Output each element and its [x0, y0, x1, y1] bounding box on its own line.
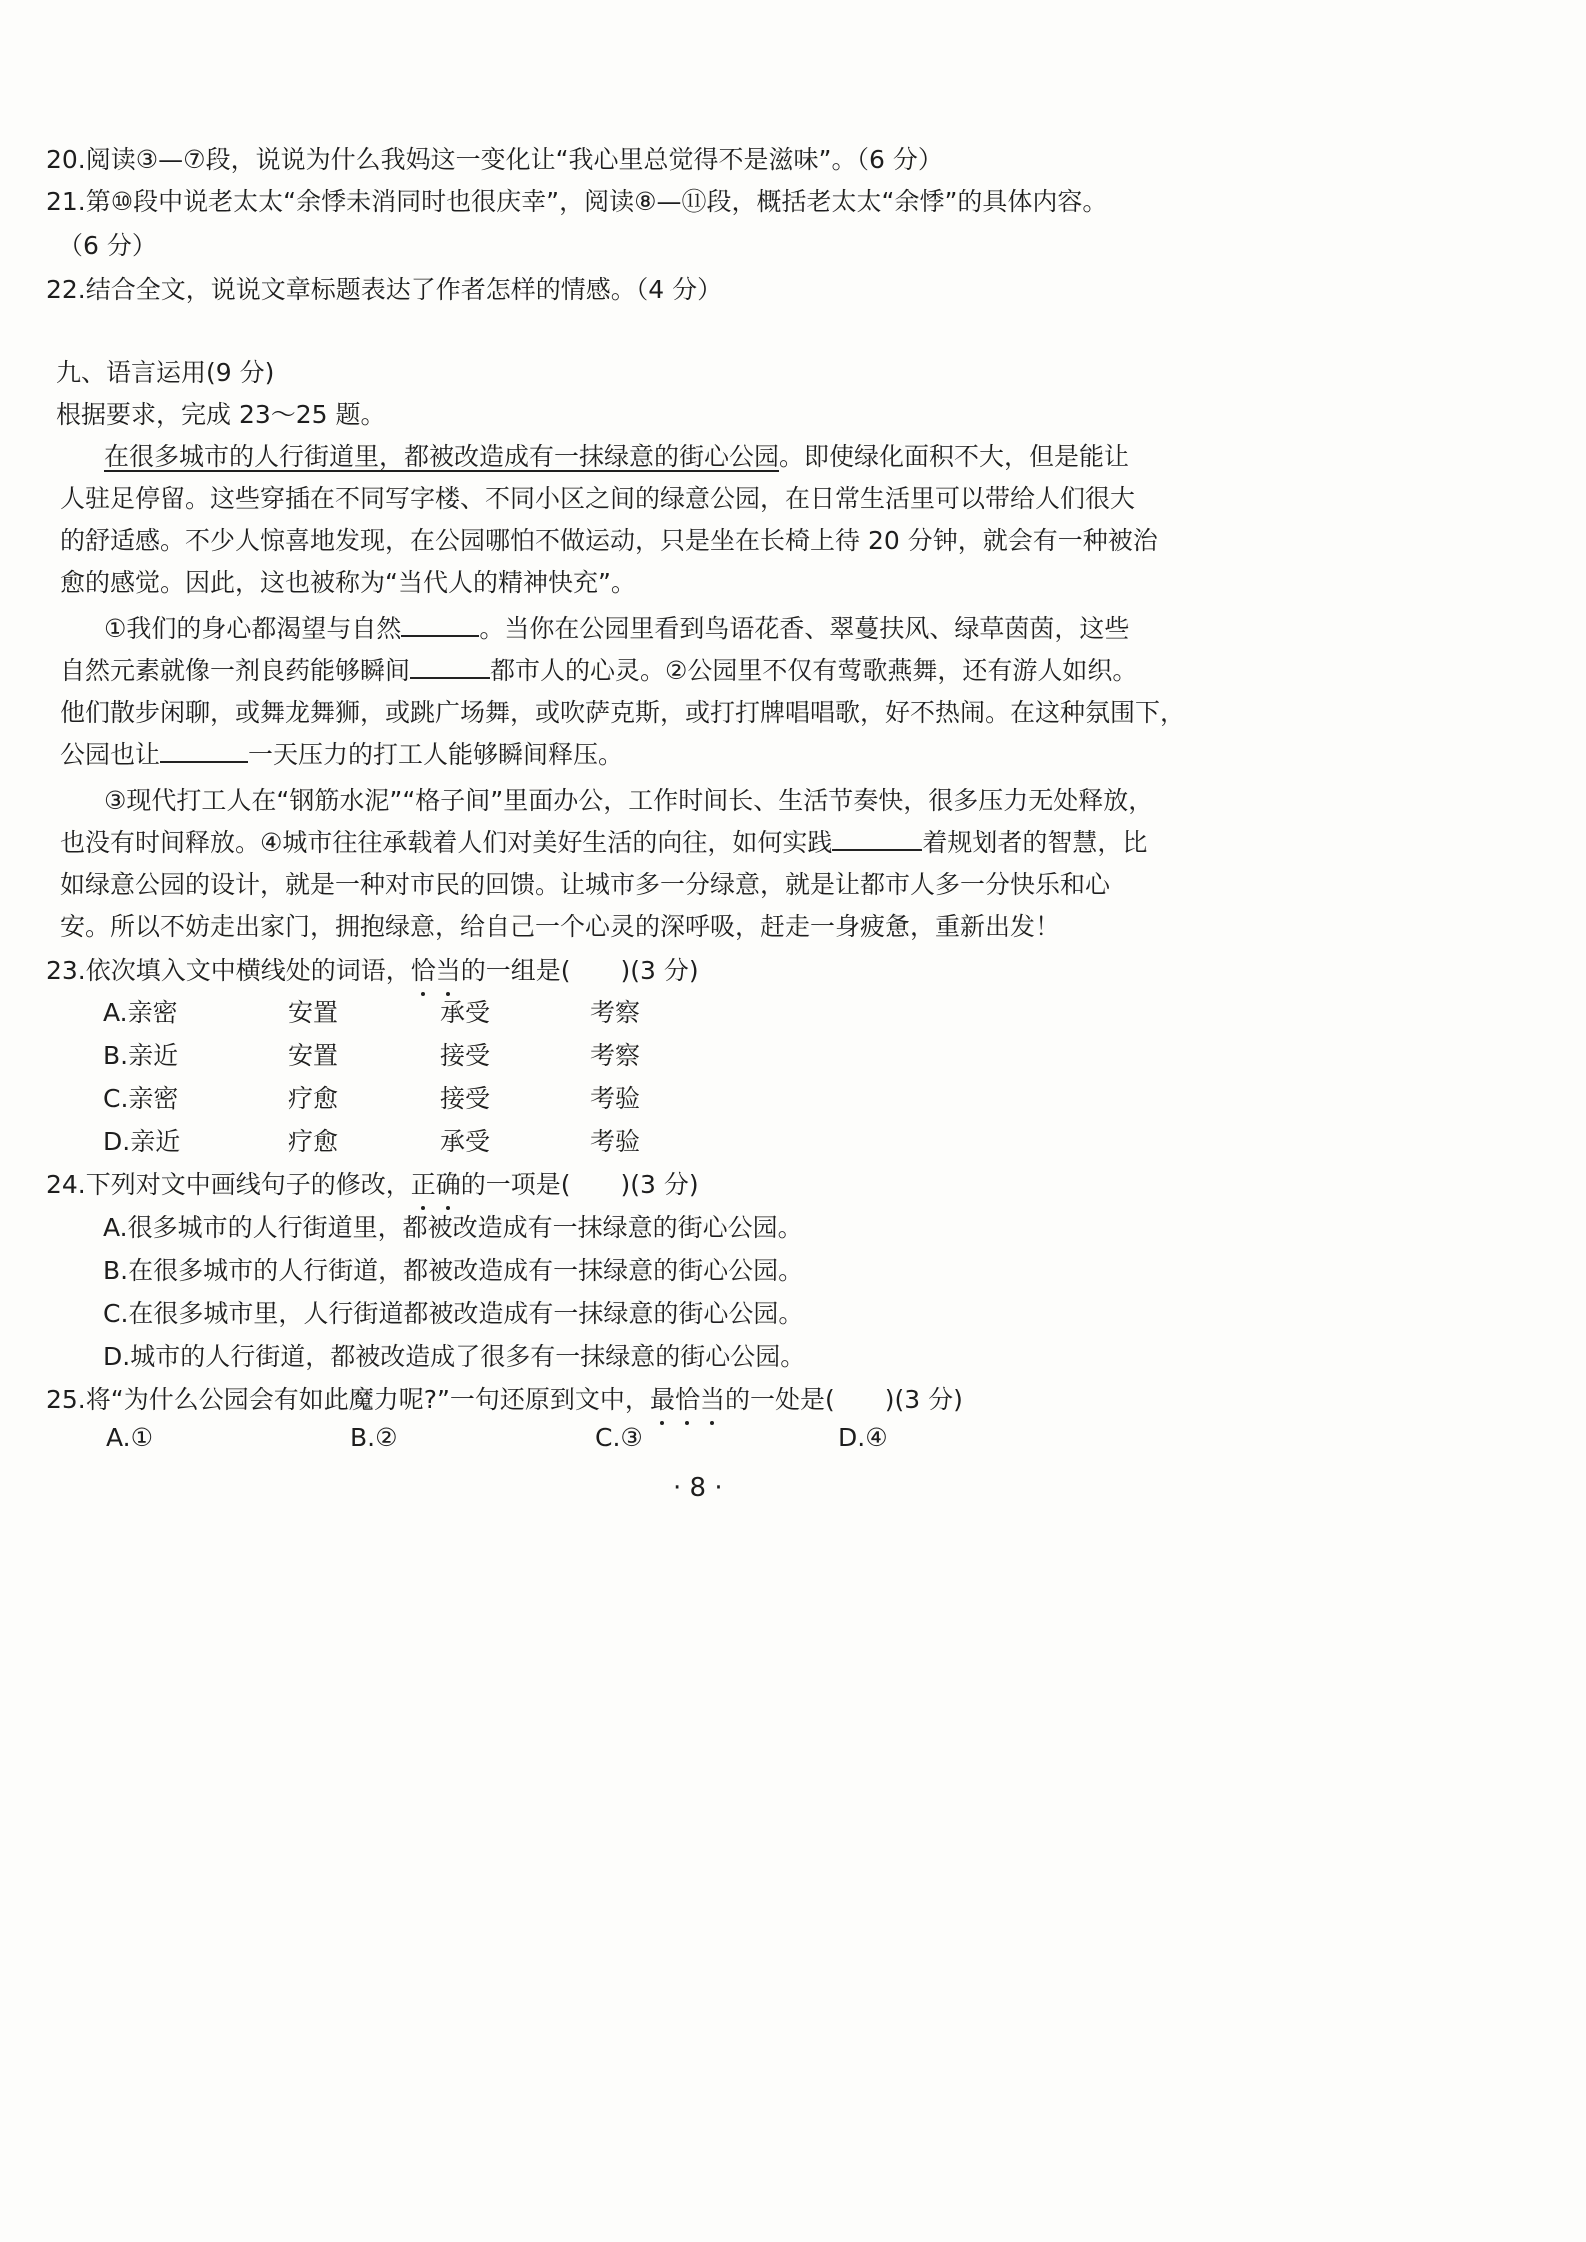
q23-d-word-2: 疗愈	[288, 1127, 339, 1156]
passage-p3-line2	[60, 823, 1147, 859]
p2-line2-a: 自然元素就像一剂良药能够瞬间	[60, 656, 411, 685]
passage-p1-line4: 愈的感觉。因此，这也被称为“当代人的精神快充”。	[60, 568, 636, 597]
q23-option-c[interactable]: C.亲密	[103, 1084, 179, 1113]
p2-line2-b: 都市人的心灵。②公园里不仅有莺歌燕舞，还有游人如织。	[490, 656, 1138, 685]
p2-line4-b: 一天压力的打工人能够瞬间释压。	[248, 740, 624, 769]
passage-p2-line4	[60, 735, 623, 771]
q25-emph-2: 恰	[675, 1380, 700, 1416]
underlined-sentence: 在很多城市的人行街道里，都被改造成有一抹绿意的街心公园	[104, 442, 780, 471]
q25-option-c[interactable]: C.③	[595, 1423, 643, 1452]
q23-a-word-4: 考察	[590, 998, 641, 1027]
q24-post: 的一项是( )(3 分)	[460, 1170, 699, 1199]
passage-p1-line1	[104, 437, 1129, 473]
question-21-line2: （6 分）	[58, 231, 157, 260]
page-number: · 8 ·	[673, 1473, 723, 1503]
blank-4	[832, 827, 922, 851]
q23-b-word-3: 接受	[440, 1041, 491, 1070]
q25-option-b[interactable]: B.②	[350, 1423, 398, 1452]
q25-option-d[interactable]: D.④	[838, 1423, 888, 1452]
q24-option-c[interactable]: C.在很多城市里，人行街道都被改造成有一抹绿意的街心公园。	[103, 1299, 804, 1328]
question-22: 22.结合全文，说说文章标题表达了作者怎样的情感。（4 分）	[46, 275, 723, 304]
q24-option-a[interactable]: A.很多城市的人行街道里，都被改造成有一抹绿意的街心公园。	[103, 1213, 803, 1242]
passage-p3-line3: 如绿意公园的设计，就是一种对市民的回馈。让城市多一分绿意，就是让都市人多一分快乐和心	[60, 870, 1111, 899]
q25-emph-3: 当	[700, 1380, 725, 1416]
q25-emph-1: 最	[650, 1380, 675, 1416]
q23-pre: 23.依次填入文中横线处的词语，	[46, 956, 411, 985]
question-25	[46, 1380, 963, 1416]
q23-d-word-3: 承受	[440, 1127, 491, 1156]
question-24	[46, 1165, 699, 1201]
q24-emph-2: 确	[436, 1165, 461, 1201]
p2-line1-a: ①我们的身心都渴望与自然	[104, 614, 402, 643]
q24-option-b[interactable]: B.在很多城市的人行街道，都被改造成有一抹绿意的街心公园。	[103, 1256, 804, 1285]
passage-p3-line4: 安。所以不妨走出家门，拥抱绿意，给自己一个心灵的深呼吸，赶走一身疲惫，重新出发！	[60, 912, 1061, 941]
q23-option-d[interactable]: D.亲近	[103, 1127, 181, 1156]
q23-c-word-3: 接受	[440, 1084, 491, 1113]
section-instruction: 根据要求，完成 23～25 题。	[56, 400, 386, 429]
passage-p1-line2: 人驻足停留。这些穿插在不同写字楼、不同小区之间的绿意公园，在日常生活里可以带给人们很大	[60, 484, 1136, 513]
p2-line1-b: 。当你在公园里看到鸟语花香、翠蔓扶风、绿草茵茵，这些	[479, 614, 1130, 643]
question-20: 20.阅读③—⑦段，说说为什么我妈这一变化让“我心里总觉得不是滋味”。（6 分）	[46, 145, 943, 174]
q23-emph-1: 恰	[411, 951, 436, 987]
passage-p2-line2	[60, 651, 1137, 687]
q23-c-word-4: 考验	[590, 1084, 641, 1113]
q23-option-a[interactable]: A.亲密	[103, 998, 178, 1027]
p1-line1-rest: 。即使绿化面积不大，但是能让	[779, 442, 1130, 471]
passage-p2-line3: 他们散步闲聊，或舞龙舞狮，或跳广场舞，或吹萨克斯，或打打牌唱唱歌，好不热闹。在这种氛围下，	[60, 698, 1186, 727]
q25-option-a[interactable]: A.①	[106, 1423, 154, 1452]
q23-emph-2: 当	[436, 951, 461, 987]
q25-pre: 25.将“为什么公园会有如此魔力呢?”一句还原到文中，	[46, 1385, 650, 1414]
passage-p3-line1: ③现代打工人在“钢筋水泥”“格子间”里面办公，工作时间长、生活节奏快，很多压力无处释放，	[104, 786, 1154, 815]
q23-b-word-4: 考察	[590, 1041, 641, 1070]
p3-line2-a: 也没有时间释放。④城市往往承载着人们对美好生活的向往，如何实践	[60, 828, 833, 857]
passage-p2-line1	[104, 609, 1129, 645]
q23-a-word-2: 安置	[288, 998, 339, 1027]
q23-post: 的一组是( )(3 分)	[460, 956, 699, 985]
q24-option-d[interactable]: D.城市的人行街道，都被改造成了很多有一抹绿意的街心公园。	[103, 1342, 806, 1371]
section-title: 九、语言运用(9 分)	[56, 358, 275, 387]
blank-2	[410, 655, 490, 679]
p2-line4-a: 公园也让	[60, 740, 161, 769]
question-21-line1: 21.第⑩段中说老太太“余悸未消同时也很庆幸”，阅读⑧—⑪段，概括老太太“余悸”的具体内容。	[46, 187, 1108, 216]
q23-option-b[interactable]: B.亲近	[103, 1041, 179, 1070]
q23-d-word-4: 考验	[590, 1127, 641, 1156]
question-23	[46, 951, 699, 987]
q23-c-word-2: 疗愈	[288, 1084, 339, 1113]
q24-pre: 24.下列对文中画线句子的修改，	[46, 1170, 411, 1199]
q25-post: 的一处是( )(3 分)	[724, 1385, 963, 1414]
p3-line2-b: 着规划者的智慧，比	[922, 828, 1148, 857]
q23-a-word-3: 承受	[440, 998, 491, 1027]
blank-1	[401, 613, 479, 637]
blank-3	[160, 739, 248, 763]
q23-b-word-2: 安置	[288, 1041, 339, 1070]
q24-emph-1: 正	[411, 1165, 436, 1201]
passage-p1-line3: 的舒适感。不少人惊喜地发现，在公园哪怕不做运动，只是坐在长椅上待 20 分钟，就会有一种被治	[60, 526, 1158, 555]
